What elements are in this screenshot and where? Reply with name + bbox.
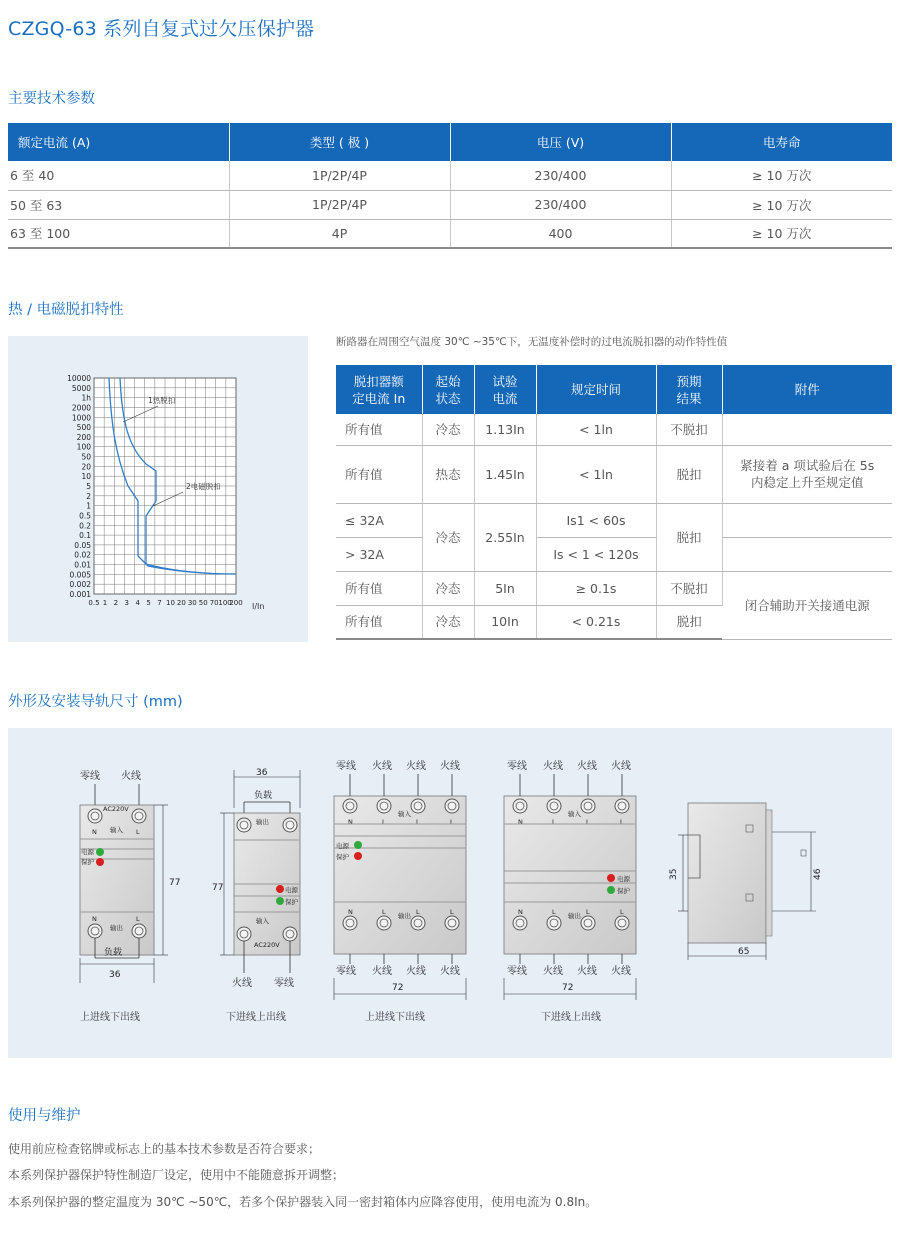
svg-text:输入: 输入 — [398, 810, 411, 818]
cell: 热态 — [422, 445, 474, 503]
terminal-screw — [377, 916, 391, 930]
y-tick-label: 0.2 — [79, 521, 91, 531]
x-tick-label: 10 — [166, 599, 175, 607]
x-axis-label: I/In — [252, 602, 265, 611]
terminal-screw — [445, 799, 459, 813]
x-tick-label: 30 — [187, 599, 197, 607]
svg-text:36: 36 — [256, 768, 268, 778]
trip-note: 断路器在周围空气温度 30℃ ~35℃下，无温度补偿时的过电流脱扣器的动作特性值 — [336, 336, 728, 348]
svg-text:36: 36 — [109, 970, 121, 980]
table-row — [336, 537, 892, 571]
svg-text:电源: 电源 — [81, 848, 94, 856]
cell — [722, 414, 892, 445]
cell: 400 — [450, 219, 671, 248]
svg-text:火线: 火线 — [543, 966, 563, 977]
table-row — [336, 414, 892, 445]
svg-text:电源: 电源 — [336, 842, 349, 850]
y-tick-label: 2 — [86, 491, 91, 501]
terminal-screw — [343, 799, 357, 813]
svg-text:输入: 输入 — [256, 917, 269, 925]
cell: 脱扣 — [656, 605, 722, 639]
svg-text:输出: 输出 — [256, 818, 269, 826]
y-tick-label: 0.02 — [74, 550, 91, 560]
terminal-screw — [411, 916, 425, 930]
cell — [722, 503, 892, 537]
cell: 冷态 — [422, 571, 474, 605]
cell: 1.13In — [474, 414, 536, 445]
y-tick-label: 0.05 — [74, 540, 91, 550]
terminal-screw — [445, 916, 459, 930]
terminal-label: L — [450, 908, 454, 916]
table-row — [8, 161, 892, 190]
module-1 — [80, 769, 180, 1023]
terminal-label: L — [450, 818, 454, 826]
cell: ≥ 10 万次 — [671, 190, 892, 219]
x-tick-label: 4 — [135, 599, 140, 607]
cell: ≥ 0.1s — [536, 571, 656, 605]
section-heading-specs: 主要技术参数 — [8, 91, 95, 107]
cell: 50 至 63 — [8, 190, 229, 219]
cell: 1.45In — [474, 445, 536, 503]
x-tick-label: 5 — [146, 599, 151, 607]
cell: 10In — [474, 605, 536, 639]
x-tick-label: 100 — [218, 599, 232, 607]
cell: 冷态 — [422, 503, 474, 571]
y-tick-label: 500 — [76, 423, 91, 433]
svg-text:72: 72 — [562, 983, 574, 993]
trip-table-header — [336, 365, 892, 414]
cell: 不脱扣 — [656, 571, 722, 605]
cell: 脱扣 — [656, 503, 722, 571]
usage-line-1: 使用前应检查铭牌或标志上的基本技术参数是否符合要求； — [8, 1142, 321, 1156]
y-tick-label: 10000 — [67, 374, 91, 383]
terminal-screw — [581, 916, 595, 930]
svg-text:保护: 保护 — [617, 887, 630, 895]
svg-text:火线: 火线 — [440, 966, 460, 977]
terminal-screw — [377, 799, 391, 813]
svg-text:保护: 保护 — [81, 858, 94, 866]
chart-x-ticks — [88, 599, 242, 607]
cell: 冷态 — [422, 605, 474, 639]
height-dim: 77 — [169, 878, 181, 888]
terminal-label: L — [382, 818, 386, 826]
svg-text:电源: 电源 — [285, 886, 298, 894]
y-tick-label: 0.002 — [69, 580, 91, 590]
cell: 5In — [474, 571, 536, 605]
terminal-screw — [615, 916, 629, 930]
table-row — [8, 190, 892, 219]
x-tick-label: 50 — [198, 599, 208, 607]
cell: 230/400 — [450, 190, 671, 219]
section-heading-usage: 使用与维护 — [8, 1108, 81, 1124]
svg-text:零线: 零线 — [336, 761, 356, 772]
terminal-screw — [547, 799, 561, 813]
terminal-label: L — [416, 818, 420, 826]
x-tick-label: 0.5 — [88, 599, 100, 607]
svg-text:零线: 零线 — [507, 761, 527, 772]
svg-text:火线: 火线 — [406, 761, 426, 772]
terminal-screw — [343, 916, 357, 930]
y-tick-label: 100 — [76, 442, 91, 452]
protect-led — [96, 858, 104, 866]
terminal-screw — [547, 916, 561, 930]
annotation-magnetic: 2电磁脱扣 — [186, 482, 221, 491]
header-cell: 电寿命 — [671, 123, 892, 161]
power-led — [96, 848, 104, 856]
header-cell: 类型 ( 极 ) — [229, 123, 450, 161]
terminal-label: L — [586, 908, 590, 916]
module-4 — [504, 759, 636, 1023]
y-tick-label: 1h — [81, 393, 91, 403]
spec-table-header — [8, 123, 892, 161]
table-row — [336, 503, 892, 537]
svg-text:保护: 保护 — [285, 898, 298, 906]
cell: < 1ln — [536, 445, 656, 503]
terminal-screw — [513, 799, 527, 813]
cell: < 0.21s — [536, 605, 656, 639]
terminal-label: L — [620, 818, 624, 826]
trip-curve-panel — [8, 336, 308, 642]
svg-text:72: 72 — [392, 983, 404, 993]
annotation-thermal: 1热脱扣 — [148, 396, 176, 405]
caption: 上进线下出线 — [80, 1012, 140, 1023]
terminal-label: L — [552, 818, 556, 826]
svg-text:35: 35 — [669, 868, 679, 880]
svg-text:65: 65 — [738, 947, 750, 957]
svg-text:火线: 火线 — [611, 966, 631, 977]
x-tick-label: 2 — [113, 599, 119, 607]
section-heading-trip: 热 / 电磁脱扣特性 — [8, 302, 124, 318]
svg-text:火线: 火线 — [232, 978, 252, 989]
cell: 2.55In — [474, 503, 536, 571]
cell: 紧接着 a 项试验后在 5s 内稳定上升至规定值 — [722, 445, 892, 503]
cell: Is1 < 60s — [536, 503, 656, 537]
y-tick-label: 50 — [81, 452, 91, 462]
y-tick-label: 0.001 — [69, 590, 91, 599]
terminal-label: L — [620, 908, 624, 916]
svg-text:负载: 负载 — [254, 791, 273, 801]
side-view — [669, 803, 823, 960]
x-tick-label: 70 — [209, 599, 219, 607]
cell: 所有值 — [336, 414, 422, 445]
cell: ≤ 32A — [336, 503, 422, 537]
y-tick-label: 1000 — [71, 413, 91, 423]
svg-text:负载: 负载 — [104, 948, 123, 958]
terminal-screw — [513, 916, 527, 930]
svg-text:输出: 输出 — [568, 912, 581, 920]
svg-text:输入: 输入 — [110, 826, 123, 834]
y-tick-label: 0.01 — [74, 560, 91, 570]
header-cell: 试验 电流 — [474, 365, 536, 414]
header-cell: 预期 结果 — [656, 365, 722, 414]
x-tick-label: 7 — [157, 599, 162, 607]
cell: 不脱扣 — [656, 414, 722, 445]
cell: ≥ 10 万次 — [671, 161, 892, 190]
terminal-screw — [411, 799, 425, 813]
cell: 冷态 — [422, 414, 474, 445]
y-tick-label: 5 — [86, 482, 91, 491]
y-tick-label: 0.1 — [79, 531, 91, 541]
caption: 下进线上出线 — [226, 1012, 286, 1023]
svg-text:火线: 火线 — [543, 761, 563, 772]
y-tick-label: 20 — [81, 462, 91, 472]
cell: 63 至 100 — [8, 219, 229, 248]
table-row — [336, 571, 892, 605]
x-tick-label: 1 — [102, 599, 108, 607]
dimensions-panel — [8, 728, 892, 1058]
terminal-label: L — [586, 818, 590, 826]
cell: 230/400 — [450, 161, 671, 190]
svg-text:火线: 火线 — [611, 761, 631, 772]
svg-text:电源: 电源 — [617, 875, 630, 883]
page-title: CZGQ-63 系列自复式过欠压保护器 — [8, 18, 315, 40]
terminal-label: N — [348, 818, 353, 826]
cell: 1P/2P/4P — [229, 190, 450, 219]
svg-text:46: 46 — [813, 868, 823, 880]
svg-text:火线: 火线 — [372, 966, 392, 977]
y-tick-label: 10 — [81, 472, 91, 482]
caption: 下进线上出线 — [541, 1012, 601, 1023]
svg-text:零线: 零线 — [274, 978, 294, 989]
svg-text:L: L — [136, 828, 140, 836]
cell: 所有值 — [336, 445, 422, 503]
cell — [722, 537, 892, 571]
terminal-screw — [615, 799, 629, 813]
section-heading-dims: 外形及安装导轨尺寸 (mm) — [8, 694, 183, 710]
svg-text:77: 77 — [212, 883, 224, 893]
svg-text:N: N — [92, 915, 97, 923]
svg-text:火线: 火线 — [577, 966, 597, 977]
y-tick-label: 0.005 — [69, 570, 91, 580]
terminal-label: N — [518, 908, 523, 916]
chart-y-ticks — [67, 374, 91, 599]
cell: 闭合辅助开关接通电源 — [722, 571, 892, 639]
usage-line-2: 本系列保护器保护特性制造厂设定，使用中不能随意拆开调整； — [8, 1168, 345, 1182]
x-tick-label: 20 — [176, 599, 186, 607]
header-cell: 脱扣器额 定电流 In — [336, 365, 422, 414]
module-2 — [212, 768, 300, 1023]
trip-curve-chart — [8, 336, 308, 642]
svg-text:L: L — [136, 915, 140, 923]
usage-line-3: 本系列保护器的整定温度为 30℃ ~50℃，若多个保护器装入同一密封箱体内应降容使用，使用电流为 0.8In。 — [8, 1195, 598, 1209]
header-cell: 电压 (V) — [450, 123, 671, 161]
cell: Is < 1 < 120s — [536, 537, 656, 571]
trip-table — [336, 365, 892, 640]
cell: ≥ 10 万次 — [671, 219, 892, 248]
svg-text:输入: 输入 — [568, 810, 581, 818]
terminal-label: L — [552, 908, 556, 916]
svg-text:火线: 火线 — [406, 966, 426, 977]
y-tick-label: 5000 — [71, 383, 91, 393]
cell: 4P — [229, 219, 450, 248]
dimension-drawings — [8, 728, 892, 1058]
header-cell: 起始 状态 — [422, 365, 474, 414]
y-tick-label: 200 — [76, 432, 91, 442]
terminal-label: L — [382, 908, 386, 916]
y-tick-label: 2000 — [71, 403, 91, 413]
terminal-label: L — [416, 908, 420, 916]
svg-text:N: N — [92, 828, 97, 836]
svg-text:零线: 零线 — [336, 966, 356, 977]
svg-text:保护: 保护 — [336, 853, 349, 861]
module-3 — [334, 759, 466, 1023]
cell: > 32A — [336, 537, 422, 571]
spec-table — [8, 123, 892, 249]
header-cell: 规定时间 — [536, 365, 656, 414]
x-tick-label: 3 — [124, 599, 130, 607]
svg-text:AC220V: AC220V — [254, 941, 280, 949]
table-row — [336, 445, 892, 503]
header-cell: 附件 — [722, 365, 892, 414]
svg-text:零线: 零线 — [507, 966, 527, 977]
cell: 所有值 — [336, 571, 422, 605]
svg-text:输出: 输出 — [110, 924, 123, 932]
terminal-label: N — [518, 818, 523, 826]
table-row — [8, 219, 892, 248]
cell: 1P/2P/4P — [229, 161, 450, 190]
svg-text:火线: 火线 — [440, 761, 460, 772]
cell: 6 至 40 — [8, 161, 229, 190]
y-tick-label: 0.5 — [79, 511, 91, 521]
svg-text:输出: 输出 — [398, 912, 411, 920]
label-neutral: 零线 — [80, 771, 100, 782]
svg-text:火线: 火线 — [372, 761, 392, 772]
caption: 上进线下出线 — [365, 1012, 425, 1023]
y-tick-label: 1 — [86, 501, 91, 511]
cell: < 1ln — [536, 414, 656, 445]
x-tick-label: 200 — [229, 599, 243, 607]
svg-text:AC220V: AC220V — [103, 805, 129, 813]
header-cell: 额定电流 (A) — [8, 123, 229, 161]
terminal-screw — [581, 799, 595, 813]
terminal-label: N — [348, 908, 353, 916]
label-live: 火线 — [121, 771, 141, 782]
cell: 脱扣 — [656, 445, 722, 503]
svg-text:火线: 火线 — [577, 761, 597, 772]
cell: 所有值 — [336, 605, 422, 639]
